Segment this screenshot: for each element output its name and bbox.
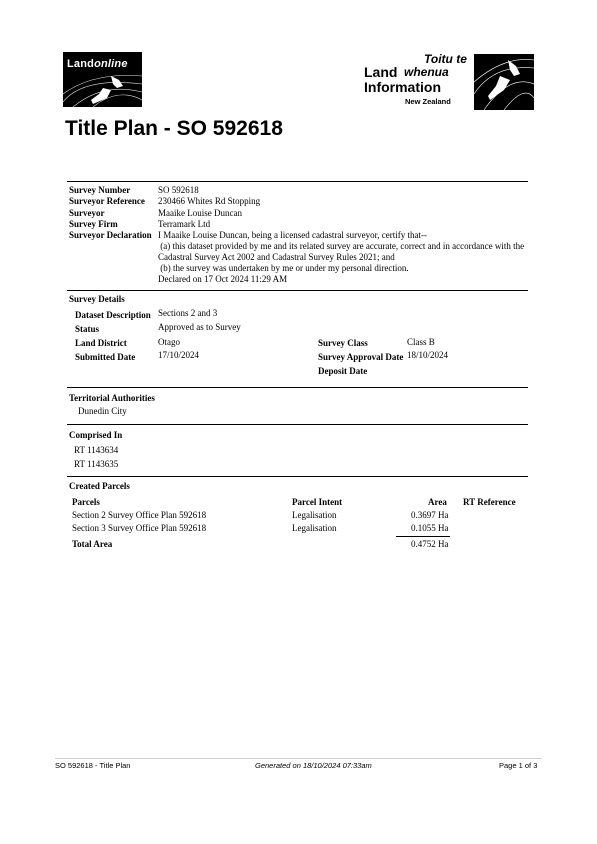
declaration-line: Cadastral Survey Act 2002 and Cadastral Survey Rules 2021; and — [158, 252, 395, 262]
landonline-wordmark: Landonline — [67, 58, 128, 70]
territorial-authorities-heading: Territorial Authorities — [69, 393, 155, 403]
footer-generated-on: Generated on 18/10/2024 07:33am — [255, 761, 372, 770]
declaration-line: Declared on 17 Oct 2024 11:29 AM — [158, 274, 288, 284]
parcel-intent: Legalisation — [292, 523, 337, 533]
footer-page-number: Page 1 of 3 — [499, 761, 538, 770]
total-sum-line — [396, 536, 450, 537]
surveyor-label: Surveyor — [69, 208, 105, 218]
dataset-description-value: Sections 2 and 3 — [158, 308, 218, 318]
status-label: Status — [75, 324, 100, 334]
submitted-date-label: Submitted Date — [75, 352, 136, 362]
survey-firm-label: Survey Firm — [69, 219, 118, 229]
survey-class-value: Class B — [407, 337, 435, 347]
column-header-rt-reference: RT Reference — [463, 497, 516, 507]
parcel-intent: Legalisation — [292, 510, 337, 520]
survey-firm-value: Terramark Ltd — [158, 219, 211, 229]
linz-map-icon — [474, 54, 534, 110]
logo-land: Land — [364, 64, 398, 80]
footer-divider — [55, 758, 542, 759]
logo-whenua: whenua — [404, 65, 449, 79]
logo-new-zealand: New Zealand — [405, 97, 451, 106]
logo-information: Information — [364, 79, 441, 95]
created-parcels-heading: Created Parcels — [69, 481, 130, 491]
column-header-parcel-intent: Parcel Intent — [292, 497, 343, 507]
parcel-name: Section 2 Survey Office Plan 592618 — [72, 510, 207, 520]
parcel-area: 0.3697 Ha — [411, 510, 449, 520]
dataset-description-label: Dataset Description — [75, 310, 151, 320]
section-divider — [67, 290, 528, 291]
section-divider — [67, 181, 528, 182]
page-title: Title Plan - SO 592618 — [65, 117, 283, 140]
section-divider — [67, 387, 528, 388]
survey-approval-date-value: 18/10/2024 — [407, 350, 449, 360]
declaration-label: Surveyor Declaration — [69, 230, 152, 240]
column-header-area: Area — [428, 497, 447, 507]
parcel-area: 0.1055 Ha — [411, 523, 449, 533]
nz-map-icon — [63, 72, 142, 107]
section-divider — [67, 476, 528, 477]
declaration-line: I Maaike Louise Duncan, being a licensed cadastral surveyor, certify that-- — [158, 230, 428, 240]
comprised-in-heading: Comprised In — [69, 430, 123, 440]
comprised-in-item: RT 1143634 — [74, 445, 119, 455]
linz-logo — [362, 52, 534, 110]
total-area-value: 0.4752 Ha — [411, 539, 449, 549]
column-header-parcels: Parcels — [72, 497, 100, 507]
comprised-in-item: RT 1143635 — [74, 459, 119, 469]
section-divider — [67, 424, 528, 425]
surveyor-value: Maaike Louise Duncan — [158, 208, 242, 218]
survey-class-label: Survey Class — [318, 338, 368, 348]
survey-approval-date-label: Survey Approval Date — [318, 352, 404, 362]
total-area-label: Total Area — [72, 539, 113, 549]
land-district-label: Land District — [75, 338, 127, 348]
submitted-date-value: 17/10/2024 — [158, 350, 200, 360]
landonline-logo — [63, 52, 142, 107]
land-district-value: Otago — [158, 337, 180, 347]
survey-number-value: SO 592618 — [158, 185, 199, 195]
parcel-name: Section 3 Survey Office Plan 592618 — [72, 523, 207, 533]
status-value: Approved as to Survey — [158, 322, 241, 332]
declaration-line: (b) the survey was undertaken by me or under my personal direction. — [158, 263, 409, 273]
surveyor-reference-label: Surveyor Reference — [69, 196, 145, 206]
deposit-date-label: Deposit Date — [318, 366, 368, 376]
footer-document-id: SO 592618 - Title Plan — [55, 761, 131, 770]
territorial-authority-value: Dunedin City — [78, 406, 127, 416]
survey-details-heading: Survey Details — [69, 294, 125, 304]
survey-number-label: Survey Number — [69, 185, 131, 195]
declaration-line: (a) this dataset provided by me and its related survey are accurate, correct and in accordance with the — [158, 241, 525, 251]
surveyor-reference-value: 230466 Whites Rd Stopping — [158, 196, 261, 206]
logo-toitu: Toitu te — [424, 52, 467, 66]
